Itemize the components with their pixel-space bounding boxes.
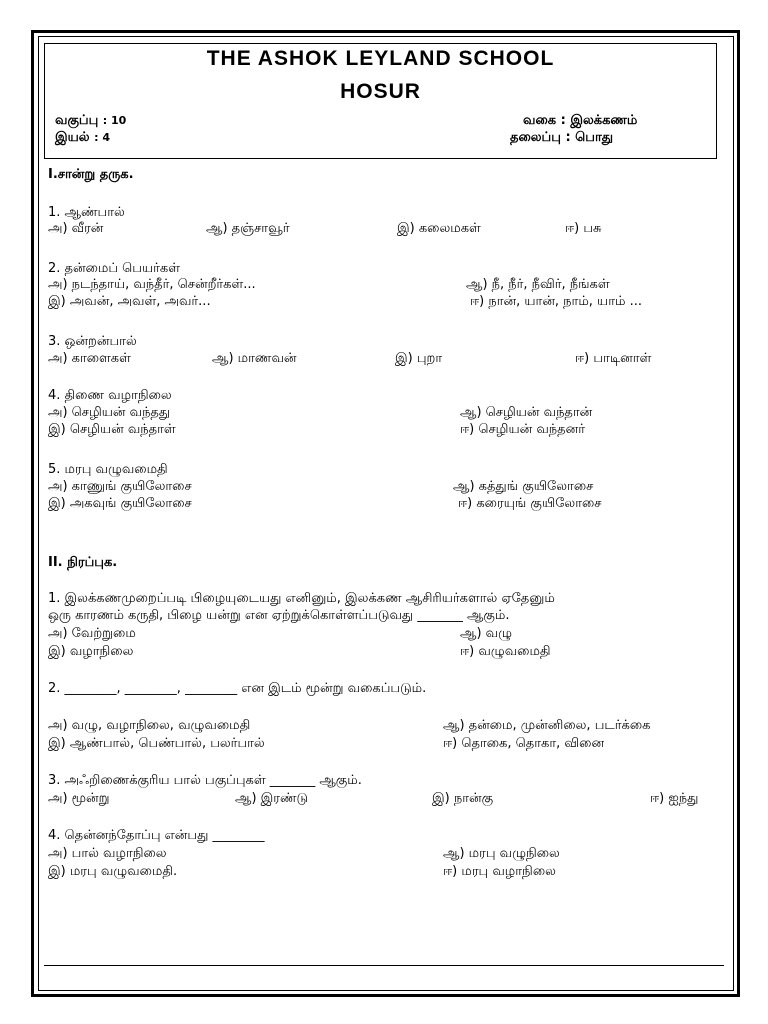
section2-title: II. நிரப்புக. <box>48 555 118 570</box>
s2-q3: 3. அஃறிணைக்குரிய பால் பகுப்புகள் _______ ஆகும். <box>48 773 362 788</box>
s2-q2-opt-b: ஆ) தன்மை, முன்னிலை, படர்க்கை <box>443 718 651 733</box>
topic-label: தலைப்பு <box>510 130 561 145</box>
footer-divider <box>44 965 724 966</box>
s1-q2-opt-b: ஆ) நீ, நீர், நீவிர், நீங்கள் <box>466 277 610 292</box>
s1-q2-opt-c: இ) அவன், அவள், அவர்... <box>48 294 211 309</box>
s1-q4-opt-c: இ) செழியன் வந்தாள் <box>48 422 176 437</box>
s1-q5: 5. மரபு வழுவமைதி <box>48 462 168 477</box>
s1-q1-opt-c: இ) கலைமகள் <box>397 221 481 236</box>
s1-q4: 4. திணை வழாநிலை <box>48 388 172 403</box>
school-place: HOSUR <box>340 80 421 103</box>
s1-q3-opt-c: இ) புறா <box>395 351 443 366</box>
topic-info <box>510 130 613 146</box>
s2-q4: 4. தென்னந்தோப்பு என்பது ________ <box>48 828 265 843</box>
s1-q1-opt-b: ஆ) தஞ்சாவூர் <box>206 221 290 236</box>
topic-value: : பொது <box>565 130 614 145</box>
s1-q1-opt-d: ஈ) பசு <box>565 221 602 236</box>
s2-q3-opt-a: அ) மூன்று <box>48 791 110 806</box>
s2-q1-opt-b: ஆ) வழு <box>460 626 512 641</box>
s1-q5-opt-a: அ) காணுங் குயிலோசை <box>48 479 192 494</box>
unit-info <box>55 130 110 146</box>
s2-q4-opt-c: இ) மரபு வழுவமைதி. <box>48 864 178 879</box>
s1-q4-opt-a: அ) செழியன் வந்தது <box>48 405 171 420</box>
s2-q1-opt-c: இ) வழாநிலை <box>48 644 134 659</box>
s1-q3-opt-b: ஆ) மாணவன் <box>212 351 297 366</box>
s1-q5-opt-d: ஈ) கரையுங் குயிலோசை <box>458 496 602 511</box>
s2-q3-opt-b: ஆ) இரண்டு <box>235 791 309 806</box>
s1-q2: 2. தன்மைப் பெயர்கள் <box>48 261 180 276</box>
s1-q5-opt-c: இ) அகவுங் குயிலோசை <box>48 496 192 511</box>
type-label: வகை <box>523 113 557 128</box>
s1-q3-opt-a: அ) காளைகள் <box>48 351 131 366</box>
s1-q2-opt-a: அ) நடந்தாய், வந்தீர், சென்றீர்கள்... <box>48 277 256 292</box>
s2-q4-opt-d: ஈ) மரபு வழாநிலை <box>443 864 556 879</box>
s1-q3: 3. ஒன்றன்பால் <box>48 334 137 349</box>
s2-q1-line1: 1. இலக்கணமுறைப்படி பிழையுடையது எனினும், இலக்கண ஆசிரியர்களால் ஏதேனும் <box>48 591 555 606</box>
school-name: THE ASHOK LEYLAND SCHOOL <box>206 47 555 70</box>
s2-q1-opt-a: அ) வேற்றுமை <box>48 626 136 641</box>
type-value: : இலக்கணம் <box>560 113 638 128</box>
s2-q2-opt-d: ஈ) தொகை, தொகா, வினை <box>443 736 605 751</box>
s2-q1-line2: ஒரு காரணம் கருதி, பிழை யன்று என ஏற்றுக்கொள்ளப்படுவது _______ ஆகும். <box>48 608 510 623</box>
s2-q3-opt-d: ஈ) ஐந்து <box>650 791 699 806</box>
s1-q3-opt-d: ஈ) பாடினாள் <box>575 351 652 366</box>
s2-q4-opt-a: அ) பால் வழாநிலை <box>48 846 167 861</box>
s1-q4-opt-d: ஈ) செழியன் வந்தனர் <box>460 422 586 437</box>
class-info <box>55 113 126 129</box>
s1-q1: 1. ஆண்பால் <box>48 205 125 220</box>
s2-q3-opt-c: இ) நான்கு <box>432 791 494 806</box>
unit-value: : 4 <box>94 131 111 144</box>
s1-q2-opt-d: ஈ) நான், யான், நாம், யாம் ... <box>470 294 642 309</box>
s2-q2-opt-c: இ) ஆண்பால், பெண்பால், பலர்பால் <box>48 736 265 751</box>
s1-q4-opt-b: ஆ) செழியன் வந்தான் <box>460 405 593 420</box>
s2-q2-opt-a: அ) வழு, வழாநிலை, வழுவமைதி <box>48 718 251 733</box>
type-info <box>523 113 637 129</box>
s2-q2: 2. ________, ________, ________ என இடம் மூன்று வகைப்படும். <box>48 681 427 696</box>
s2-q1-opt-d: ஈ) வழுவமைதி <box>460 644 551 659</box>
s1-q1-opt-a: அ) வீரன் <box>48 221 104 236</box>
class-value: : 10 <box>102 114 127 127</box>
unit-label: இயல் <box>55 130 90 145</box>
class-label: வகுப்பு <box>55 113 99 128</box>
section1-title: I.சான்று தருக. <box>48 167 134 182</box>
s2-q4-opt-b: ஆ) மரபு வழுநிலை <box>443 846 560 861</box>
s1-q5-opt-b: ஆ) கத்துங் குயிலோசை <box>453 479 594 494</box>
